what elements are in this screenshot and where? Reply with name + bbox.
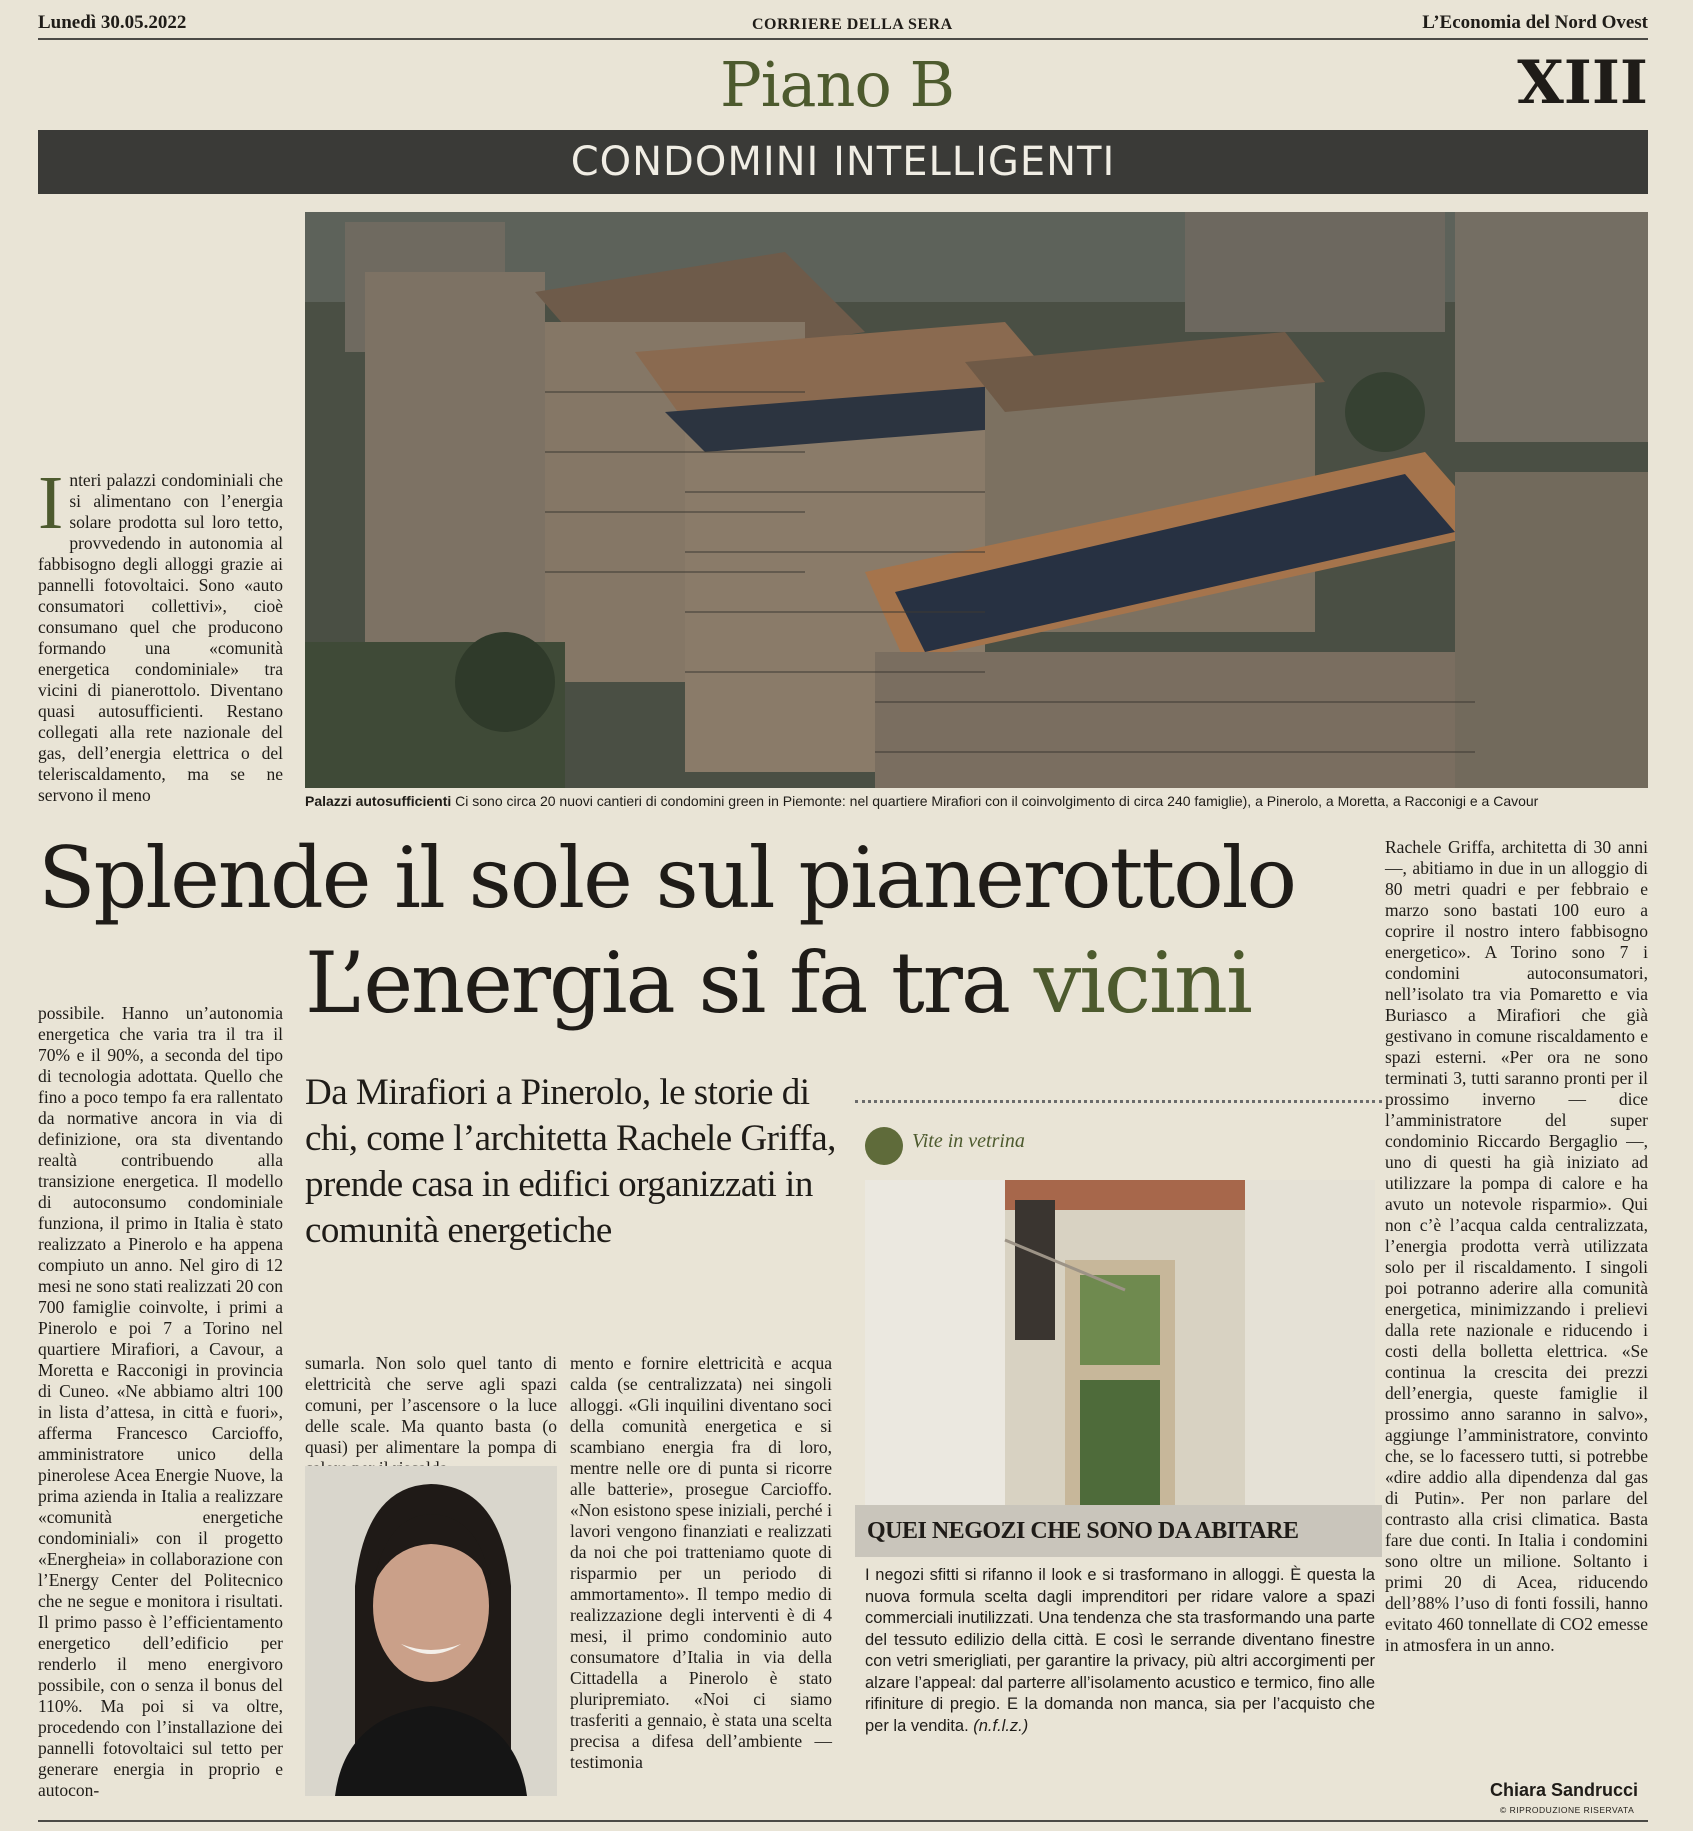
newspaper-name: CORRIERE DELLA SERA [752,16,953,33]
sidebar-photo [865,1180,1375,1510]
dropcap: I [38,461,64,545]
bottom-rule [38,1820,1648,1822]
deck-subtitle: Da Mirafiori a Pinerolo, le storie di chi, come l’architetta Rachele Griffa, prende casa in edifici organizzati in comunità energetiche [305,1072,836,1251]
edition-date: Lunedì 30.05.2022 [38,12,187,33]
page-number: XIII [1517,48,1648,118]
topic-banner: CONDOMINI INTELLIGENTI [38,130,1648,194]
sidebar-tag: Vite in vetrina [912,1130,1025,1152]
intro-paragraph [38,461,283,806]
body-column-1: possibile. Hanno un’autonomia energetica che varia tra il tra il 70% e il 90%, a seconda del tipo di tecnologia adottata. Quello che fino a poco tempo fa era rallentato da normative ancora in via di definizione, ora sta diventando realtà contribuendo alla transizione energetica. Il modello di autoconsumo condominiale funziona, il primo in Italia è stato realizzato a Pinerolo e ha appena compiuto un anno. Nel giro di 12 mesi ne sono stati realizzati 20 con 700 famiglie coinvolte, i primi a Pinerolo e poi 7 a Torino nel quartiere Mirafiori, a Cavour, a Moretta e Racconigi in provincia di Cuneo. «Ne abbiamo altri 100 in lista d’attesa, in città e fuori», afferma Francesco Carcioffo, amministratore unico della pinerolese Acea Energie Nuove, la prima azienda in Italia a realizzare «comunità energetiche condominiali» con il progetto «Energheia» in collaborazione con l’Energy Center del Politecnico che ne segue e monitora i risultati. Il primo passo è l’efficientamento energetico dell’edificio per renderlo il meno energivoro possibile, con o senza il bonus del 110%. Ma poi si va oltre, procedendo con l’installazione dei pannelli fotovoltaici sul tetto per generare energia in proprio e autocon- [38,1003,283,1800]
rooftop-solar-illustration [305,212,1648,788]
copyright-note: © RIPRODUZIONE RISERVATA [1500,1805,1635,1815]
body-column-4: Rachele Griffa, architetta di 30 anni —, abitiamo in due in un alloggio di 80 metri quadri e per febbraio e marzo sono bastati 100 euro a coprire il nostro intero fabbisogno energetico». A Torino sono 7 i condomini autoconsumatori, nell’isolato tra via Pomaretto e via Buriasco a Mirafiori che già gestivano in comune riscaldamento e spazi esterni. «Per ora ne sono terminati 3, tutti saranno pronti per il prossimo inverno — dice l’amministratore del super condominio Riccardo Bergaglio —, uno di questi ha già iniziato ad utilizzare la pompa di calore e ha avuto un notevole risparmio». Qui non c’è l’acqua calda centralizzata, l’energia prodotta verrà utilizzata solo per il riscaldamento. I singoli poi potranno aderire alla comunità energetica, minimizzando i prelievi dalla rete nazionale e riducendo i costi della bolletta elettrica. «Se continua la crescita dei prezzi dell’energia, queste famiglie il prossimo anno saranno in salvo», aggiunge l’amministratore, convinto che, se lo facessero tutti, si potrebbe «dire addio alla dipendenza dal gas di Putin». Per non parlare del contrasto alla crisi climatica. Basta fare due conti. In Italia i condomini sono oltre un milione. Soltanto i primi 20 di Acea, riducendo dell’88% l’uso di fonti fossili, hanno evitato 460 tonnellate di CO2 emesse in atmosfera in un anno. [1385,837,1648,1655]
main-photo [305,212,1648,788]
photo-caption [305,793,1648,809]
caption-title: Palazzi autosufficienti [305,793,452,809]
sidebar-body: I negozi sfitti si rifanno il look e si trasformano in alloggi. È questa la nuova formula scelta dagli imprenditori per ridare valore a spazi commerciali inutilizzati. Una tendenza che sta trasformando una parte del tessuto edilizio della città. E così le serrande diventano finestre con vetri smerigliati, per garantire la privacy, più altri accorgimenti per alzare l’appeal: dal parterre all’isolamento acustico e termico, fino alle rifiniture di pregio. E la domanda non manca, sia per l’acquisto che per la vendita. [865,1566,1375,1735]
author-byline: Chiara Sandrucci [1490,1780,1639,1800]
caption-text: Ci sono circa 20 nuovi cantieri di condomini green in Piemonte: nel quartiere Mirafiori con il coinvolgimento di circa 240 famiglie), a Pinerolo, a Moretta, a Racconigi e a Cavour [455,793,1539,809]
top-rule [38,38,1648,40]
sidebar-credit: (n.f.l.z.) [973,1716,1029,1735]
headline-line-2 [305,935,1251,1031]
intro-text: nteri palazzi condominiali che si alimentano con l’energia solare prodotta sul loro tetto, provvedendo in autonomia al fabbisogno degli alloggi grazie ai pannelli fotovoltaici. Sono «auto consumatori collettivi», cioè consumano quel che producono formando una «comunità energetica condominiale» tra vicini di pianerottolo. Diventano quasi autosufficienti. Restano collegati alla rete nazionale del gas, dell’energia elettrica o del teleriscaldamento, ma se ne servono il meno [38,470,283,805]
headline-accent-word: vicini [1033,934,1251,1032]
headline-line-2-plain: L’energia si fa tra [305,934,1034,1032]
portrait-photo [305,1466,557,1796]
sidebar-title: QUEI NEGOZI CHE SONO DA ABITARE [855,1505,1382,1557]
sidebar-text [865,1565,1375,1737]
supplement-name: L’Economia del Nord Ovest [1422,12,1648,33]
body-column-2: sumarla. Non solo quel tanto di elettricità che serve agli spazi comuni, per l’ascensore o la luce delle scale. Ma quanto basta (o quasi) per alimentare la pompa di [305,1353,557,1457]
headline-line-1: Splende il sole sul pianerottolo [38,829,1296,927]
section-title: Piano B [720,48,955,121]
body-column-3: mento e fornire elettricità e acqua calda (se centralizzata) nei singoli alloggi. «Gli inquilini diventano soci della comunità energetica e si scambiano energia fra di loro, mentre nelle ore di punta si ricorre alle batterie», prosegue Carcioffo. «Non esistono spese iniziali, perché i lavori vengono finanziati e realizzati da noi che poi tratteniamo quote di risparmio per un periodo di ammortamento». Il tempo medio di realizzazione degli interventi è di 4 mesi, il primo condominio auto consumatore d’Italia in via della Cittadella a Pinerolo è stato pluripremiato. «Noi ci siamo trasferiti a gennaio, è stata una scelta precisa a difesa dell’ambiente — testimonia [570,1353,832,1772]
section-dot-icon [865,1127,903,1165]
